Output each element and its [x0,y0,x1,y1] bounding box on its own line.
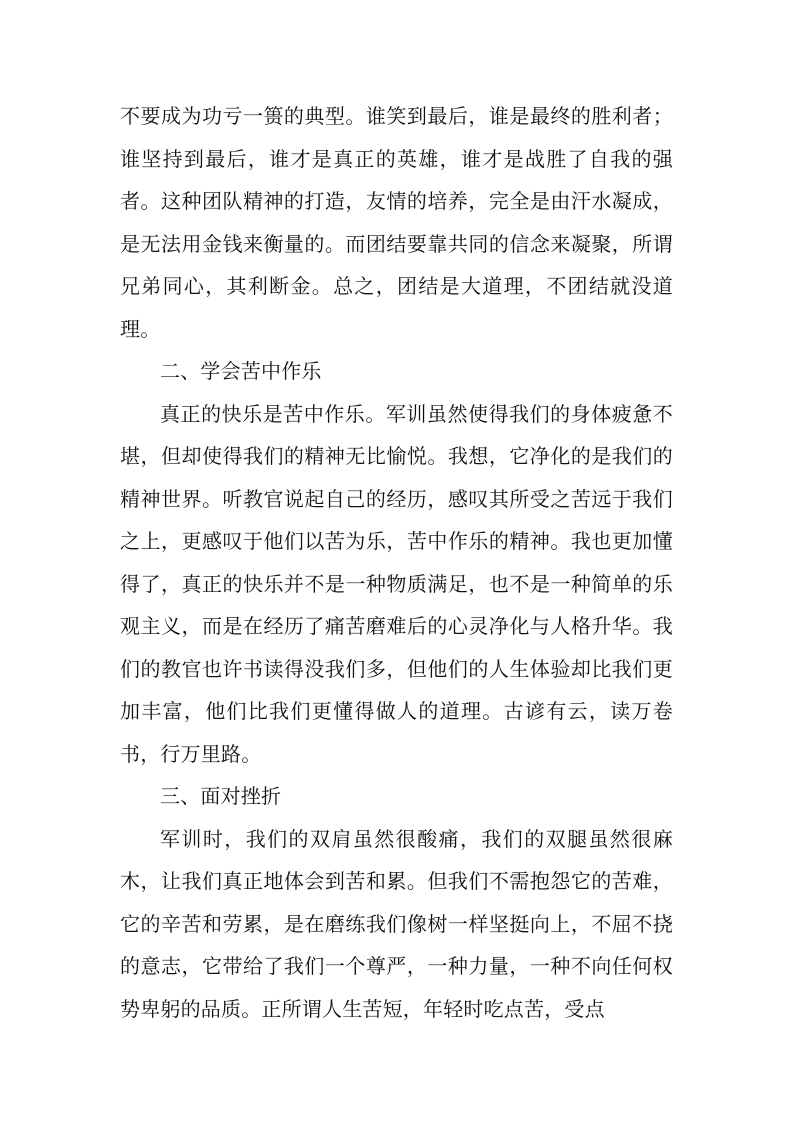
paragraph-unity-conclusion: 不要成为功亏一篑的典型。谁笑到最后，谁是最终的胜利者；谁坚持到最后，谁才是真正的英雄，谁才是战胜了自我的强者。这种团队精神的打造，友情的培养，完全是由汗水凝成，是无法用金钱来衡量的。而团结要靠共同的信念来凝聚，所谓兄弟同心，其利断金。总之，团结是大道理，不团结就没道理。 [120,104,673,341]
section-heading-joy-in-hardship: 二、学会苦中作乐 [160,359,322,383]
paragraph-joy-in-hardship: 真正的快乐是苦中作乐。军训虽然使得我们的身体疲惫不堪，但却使得我们的精神无比愉悦。我想，它净化的是我们的精神世界。听教官说起自己的经历，感叹其所受之苦远于我们之上，更感叹于他们以苦为乐，苦中作乐的精神。我也更加懂得了，真正的快乐并不是一种物质满足，也不是一种简单的乐观主义，而是在经历了痛苦磨难后的心灵净化与人格升华。我们的教官也许书读得没我们多，但他们的人生体验却比我们更加丰富，他们比我们更懂得做人的道理。古谚有云，读万卷书，行万里路。 [120,401,673,766]
document-body [120,95,673,1030]
paragraph-facing-setbacks: 军训时，我们的双肩虽然很酸痛，我们的双腿虽然很麻木，让我们真正地体会到苦和累。但我们不需抱怨它的苦难，它的辛苦和劳累，是在磨练我们像树一样坚挺向上，不屈不挠的意志，它带给了我们一个尊严，一种力量，一种不向任何权势卑躬的品质。正所谓人生苦短，年轻时吃点苦，受点 [120,826,673,1021]
section-heading-facing-setbacks: 三、面对挫折 [160,784,282,808]
